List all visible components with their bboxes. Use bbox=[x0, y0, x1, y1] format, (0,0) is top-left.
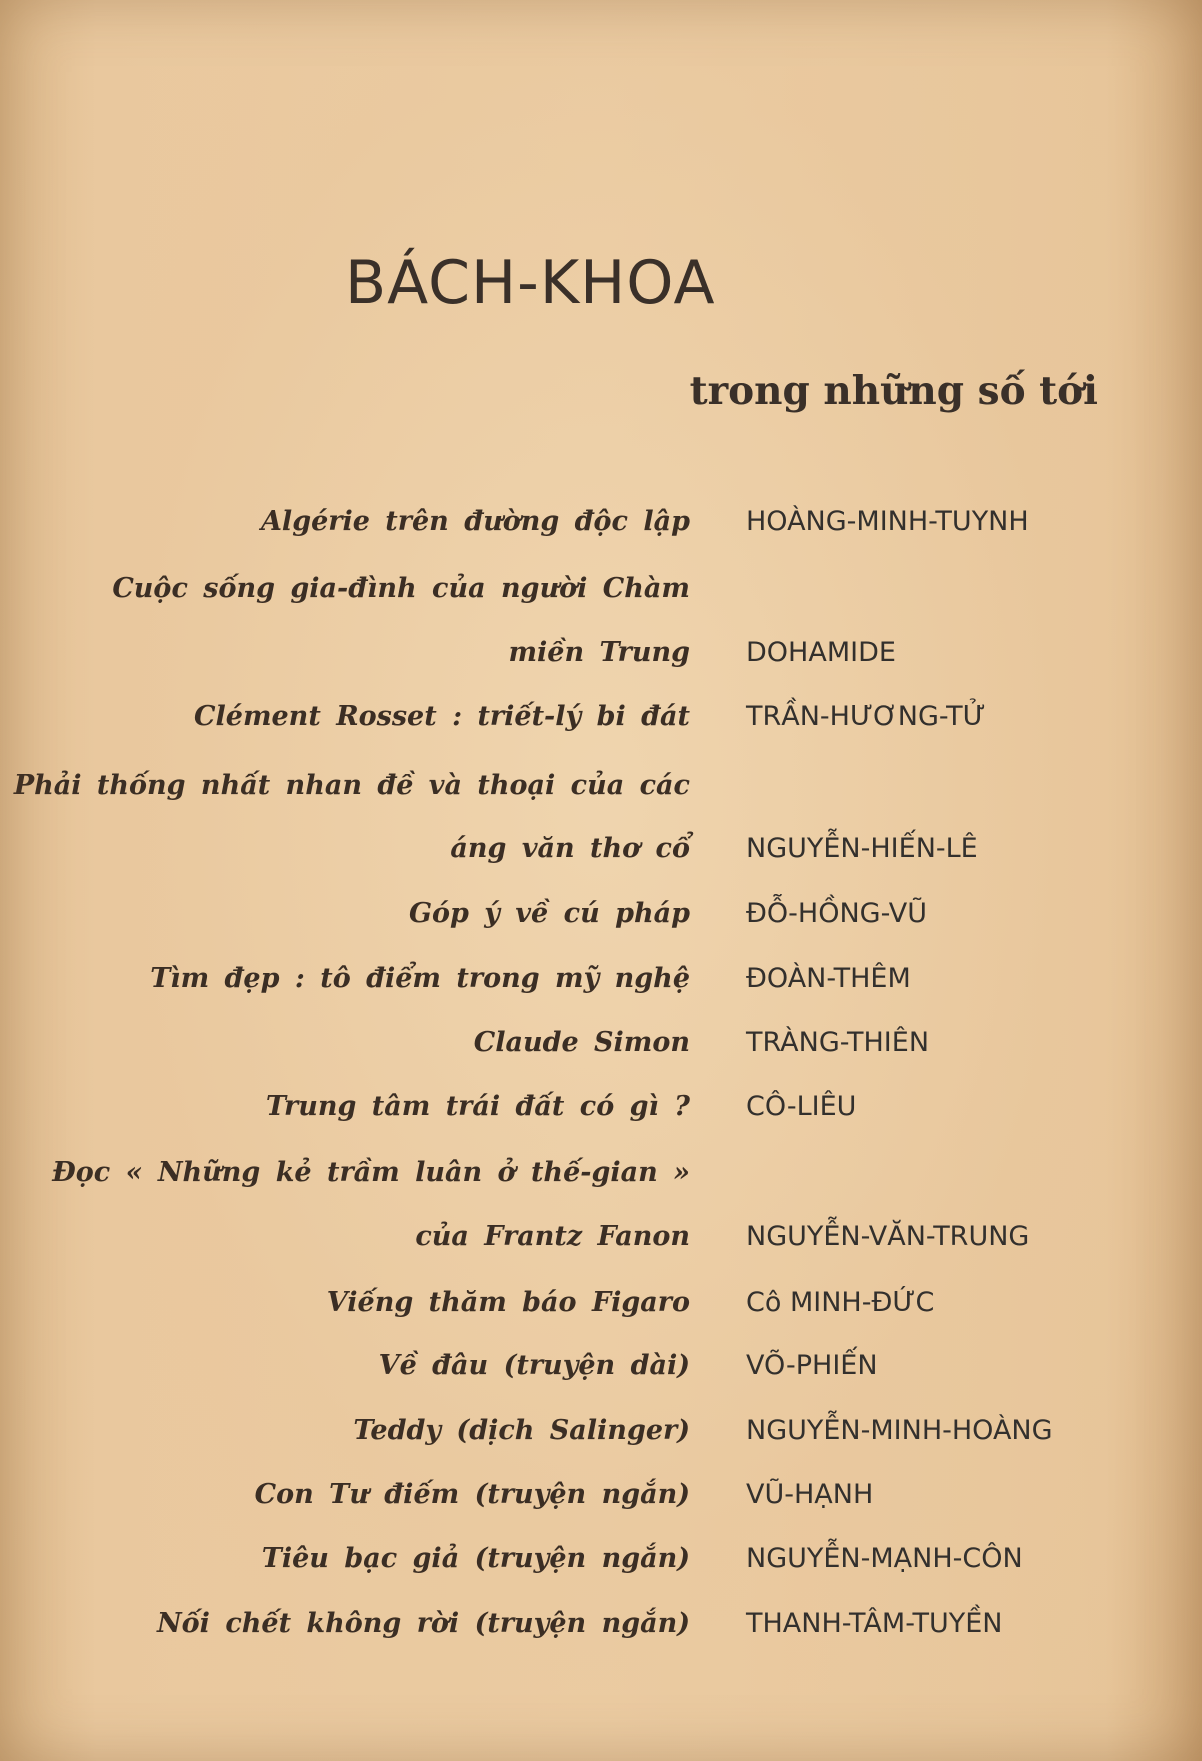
toc-title-line: Về đâu (truyện dài) bbox=[378, 1350, 690, 1381]
toc-author: Cô MINH-ĐỨC bbox=[746, 1287, 935, 1318]
toc-author: THANH-TÂM-TUYỀN bbox=[746, 1608, 1003, 1639]
toc-author: ĐỖ-HỒNG-VŨ bbox=[746, 898, 927, 929]
toc-author: NGUYỄN-MINH-HOÀNG bbox=[746, 1415, 1053, 1446]
toc-author: CÔ-LIÊU bbox=[746, 1091, 857, 1122]
toc-title-line: Trung tâm trái đất có gì ? bbox=[265, 1091, 690, 1122]
toc-author: TRÀNG-THIÊN bbox=[746, 1027, 930, 1058]
toc-title-line: miền Trung bbox=[508, 637, 690, 668]
toc-title-line: Con Tư điếm (truyện ngắn) bbox=[254, 1479, 690, 1510]
toc-title-line: Claude Simon bbox=[473, 1027, 690, 1058]
toc-author: VŨ-HẠNH bbox=[746, 1479, 874, 1510]
toc-author: TRẦN-HƯƠNG-TỬ bbox=[746, 701, 986, 732]
toc-author: ĐOÀN-THÊM bbox=[746, 963, 911, 994]
toc-title-line: áng văn thơ cổ bbox=[450, 833, 690, 864]
toc-author: NGUYỄN-MẠNH-CÔN bbox=[746, 1543, 1023, 1574]
toc-title-line: Tiêu bạc giả (truyện ngắn) bbox=[261, 1543, 690, 1574]
toc-title-line: Nối chết không rời (truyện ngắn) bbox=[156, 1608, 690, 1639]
toc-title-line: Algérie trên đường độc lập bbox=[260, 506, 690, 537]
toc-author: NGUYỄN-HIẾN-LÊ bbox=[746, 833, 978, 864]
toc-title-line: Viếng thăm báo Figaro bbox=[326, 1287, 690, 1318]
toc-author: VÕ-PHIẾN bbox=[746, 1350, 878, 1381]
toc-title-line: Phải thống nhất nhan đề và thoại của các bbox=[13, 770, 690, 801]
masthead-title: BÁCH-KHOA bbox=[345, 248, 716, 318]
toc-author: NGUYỄN-VĂN-TRUNG bbox=[746, 1221, 1030, 1252]
toc-author: HOÀNG-MINH-TUYNH bbox=[746, 506, 1029, 537]
toc-title-line: Cuộc sống gia-đình của người Chàm bbox=[112, 573, 690, 604]
toc-title-line: Góp ý về cú pháp bbox=[408, 898, 690, 929]
toc-title-line: Clément Rosset : triết-lý bi đát bbox=[194, 701, 690, 732]
toc-author: DOHAMIDE bbox=[746, 637, 896, 668]
page-subtitle: trong những số tới bbox=[689, 368, 1098, 414]
toc-title-line: của Frantz Fanon bbox=[415, 1221, 690, 1252]
toc-title-line: Tìm đẹp : tô điểm trong mỹ nghệ bbox=[150, 963, 690, 994]
toc-title-line: Đọc « Những kẻ trầm luân ở thế-gian » bbox=[52, 1157, 690, 1188]
toc-title-line: Teddy (dịch Salinger) bbox=[353, 1415, 690, 1446]
